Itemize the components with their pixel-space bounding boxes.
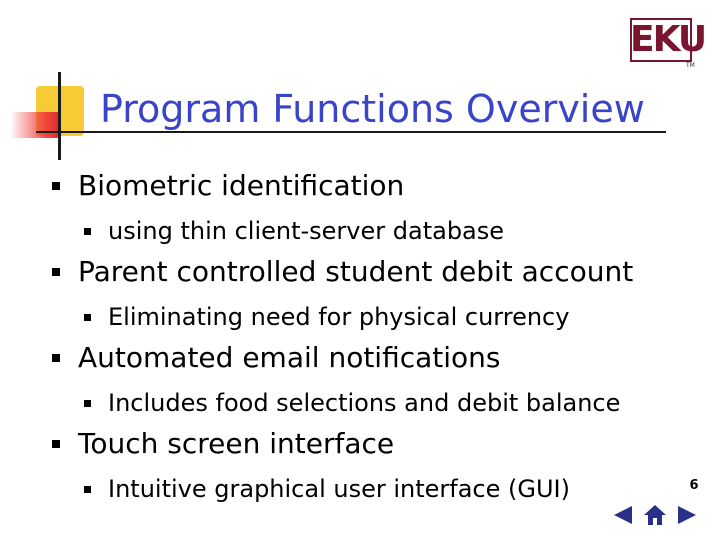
sub-bullet-text: using thin client-server database (108, 217, 505, 245)
bullet-text: Biometric identification (78, 169, 405, 202)
sub-bullet-square-icon (84, 400, 91, 407)
triangle-right-icon (674, 502, 700, 528)
sub-bullet-square-icon (84, 486, 91, 493)
bullet-text: Automated email notifications (78, 341, 501, 374)
previous-slide-button[interactable] (610, 502, 636, 528)
sub-bullet-square-icon (84, 228, 91, 235)
home-button[interactable] (642, 502, 668, 528)
sub-bullet-square-icon (84, 314, 91, 321)
page-number: 6 (689, 478, 699, 493)
bullet-square-icon (52, 354, 60, 362)
sub-bullet-text: Eliminating need for physical currency (108, 303, 570, 331)
sub-bullet-text: Intuitive graphical user interface (GUI) (108, 475, 570, 503)
slide-title: Program Functions Overview (100, 87, 645, 131)
bullet-square-icon (52, 440, 60, 448)
sub-bullet-text: Includes food selections and debit balance (108, 389, 621, 417)
logo-text: EKU (630, 19, 706, 60)
bullet-square-icon (52, 182, 60, 190)
slide-navigation (606, 502, 706, 530)
bullet-text: Touch screen interface (78, 427, 395, 460)
home-icon (642, 502, 668, 528)
triangle-left-icon (610, 502, 636, 528)
logo-trademark: TM (686, 62, 695, 69)
bullet-text: Parent controlled student debit account (78, 255, 634, 288)
bullet-square-icon (52, 268, 60, 276)
next-slide-button[interactable] (674, 502, 700, 528)
